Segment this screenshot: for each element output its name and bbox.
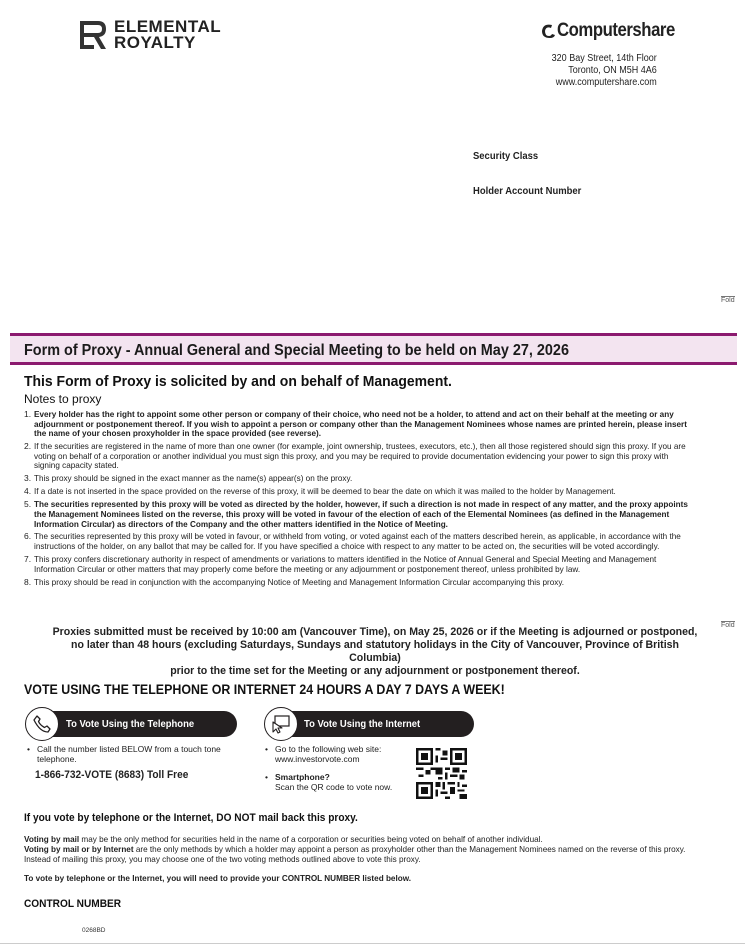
deadline-notice [30,626,720,678]
notes-list [24,410,724,591]
computershare-swirl-icon [540,22,556,40]
toll-free-number: 1-866-732-VOTE (8683) Toll Free [35,769,189,781]
note-number: 8. [24,576,32,587]
note-text: Every holder has the right to appoint some other person or company of their choice, who need not be a holder, to attend and act on their behalf at the meeting or any adjournment or postponement thereof. If you wish to appoint a person or company other than the Management Nominees whose names are printed herein, please insert the name of your chosen proxyholder in the space provided (see reverse). [34,409,687,439]
bottom-divider [0,943,745,944]
note-item [24,555,724,574]
document-code: 0268BD [82,927,106,934]
holder-account-label: Holder Account Number [473,185,582,197]
logo-line-1: ELEMENTAL [114,17,222,36]
internet-vote-banner [280,711,474,737]
deadline-line-3: prior to the time set for the Meeting or any adjournment or postponement thereof. [170,665,580,677]
mail-para-2-bold: Voting by mail or by Internet [24,843,134,854]
smartphone-title: Smartphone? [275,772,330,782]
note-item [24,578,724,588]
solicitation-heading: This Form of Proxy is solicited by and on behalf of Management. [24,373,452,390]
note-number: 6. [24,531,32,542]
note-item [24,532,724,551]
fold-mark-top: Fold [721,297,735,304]
note-item [24,410,724,439]
internet-bullet-line-1: Go to the following web site: [275,744,382,754]
note-text: If a date is not inserted in the space provided on the reverse of this proxy, it will be deemed to bear the date on which it was mailed to the holder by Management. [34,486,616,497]
computershare-wordmark: Computershare [557,20,675,41]
note-item [24,487,724,497]
smartphone-text: Scan the QR code to vote now. [275,782,393,792]
do-not-mail-notice: If you vote by telephone or the Internet, DO NOT mail back this proxy. [24,812,358,824]
vote-heading: VOTE USING THE TELEPHONE OR INTERNET 24 HOURS A DAY 7 DAYS A WEEK! [24,682,505,697]
phone-icon [25,707,59,741]
note-number: 3. [24,473,32,484]
note-number: 1. [24,409,32,419]
title-bar [10,333,737,365]
security-class-label: Security Class [473,150,539,162]
computer-cursor-icon [264,707,298,741]
notes-heading: Notes to proxy [24,392,102,406]
deadline-line-2: no later than 48 hours (excluding Saturdays, Sundays and statutory holidays in the City of Vancouver, Province of British Columbia) [71,639,679,664]
note-item [24,442,724,471]
mail-voting-paragraph [24,835,744,864]
telephone-vote-title: To Vote Using the Telephone [66,718,195,730]
note-text: This proxy should be signed in the exact manner as the name(s) appear(s) on the proxy. [34,473,353,484]
mail-para-2-rest: are the only methods by which a holder may appoint a person as proxyholder other than the Management Nominees named on the reverse of this proxy. [133,843,686,854]
computershare-logo [540,20,691,42]
telephone-instructions: • Call the number listed BELOW from a touch tone telephone. [37,744,237,764]
control-note-text: To vote by telephone or the Internet, you will need to provide your CONTROL NUMBER listed below. [24,873,412,883]
note-item [24,474,724,484]
telephone-vote-banner [40,711,237,737]
address-line-2: Toronto, ON M5H 4A6 [568,65,657,76]
note-number: 5. [24,499,32,510]
deadline-line-1: Proxies submitted must be received by 10:00 am (Vancouver Time), on May 25, 2026 or if the Meeting is adjourned or postponed, [52,626,698,638]
mail-para-3: Instead of mailing this proxy, you may choose one of the two voting methods outlined above to vote this proxy. [24,853,421,864]
address-block [552,53,657,89]
form-title: Form of Proxy - Annual General and Special Meeting to be held on May 27, 2026 [24,342,569,359]
note-text: This proxy confers discretionary authority in respect of amendments or variations to matters identified in the Notice of Annual General and Special Meeting and Management Information Circular or other matters that may properly come before the meeting or any adjournment or postponement thereof, unless prohibited by law. [34,554,657,574]
note-number: 7. [24,554,32,565]
investorvote-url[interactable]: www.investorvote.com [275,754,360,764]
note-item [24,500,724,529]
note-number: 2. [24,441,32,452]
internet-vote-title: To Vote Using the Internet [304,718,421,730]
mail-para-1-rest: may be the only method for securities held in the name of a corporation or securities being voted on behalf of another individual. [79,834,543,844]
fold-mark-middle: Fold [721,622,735,629]
note-text: The securities represented by this proxy will be voted in favour, or withheld from voting, or voted against each of the matters described herein, as applicable, in accordance with the instructions of the holder, on any ballot that may be called for. If you have specified a choice with respect to any matter to be acted on, the securities will be voted accordingly. [34,531,681,552]
note-text: This proxy should be read in conjunction with the accompanying Notice of Meeting and Management Information Circular accompanying this proxy. [34,576,565,587]
mail-para-1-bold: Voting by mail [24,834,80,844]
address-line-1: 320 Bay Street, 14th Floor [551,53,657,64]
telephone-bullet-line-2: telephone. [37,754,77,764]
note-text: If the securities are registered in the name of more than one owner (for example, joint ownership, trustees, executors, etc.), then all those registered should sign this proxy. If you are voting on behalf of a corporation or another individual you must sign this proxy, and you may be required to provide documentation evidencing your power to sign this proxy with signing capacity stated. [34,441,686,471]
er-logo-icon [78,18,108,52]
smartphone-instructions: • Smartphone? Scan the QR code to vote now. [275,772,415,792]
control-number-note [24,874,744,884]
control-number-label: CONTROL NUMBER [24,898,122,910]
address-website: www.computershare.com [555,77,657,88]
logo-line-2: ROYALTY [114,33,196,52]
qr-code-icon[interactable] [416,748,467,799]
note-number: 4. [24,486,32,497]
elemental-royalty-logo [78,18,221,52]
internet-instructions: • Go to the following web site: www.investorvote.com [275,744,415,764]
telephone-bullet-line-1: Call the number listed BELOW from a touch tone [37,744,221,754]
note-text: The securities represented by this proxy will be voted as directed by the holder, however, if such a direction is not made in respect of any matter, and the proxy appoints the Management Nominees listed on the reverse, this proxy will be voted in favour of the election of each of the Elemental Nominees (as defined in the Management Information Circular) as directors of the Company and the other matters identified in the Notice of Meeting. [34,499,688,529]
